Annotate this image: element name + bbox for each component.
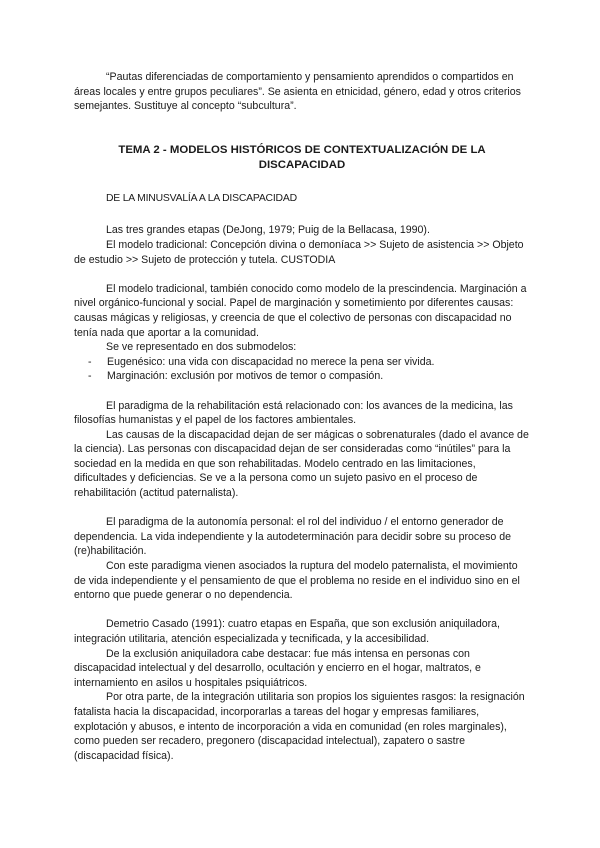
bullet-marker: - (88, 370, 92, 383)
document-page (74, 70, 530, 763)
quote-paragraph: “Pautas diferenciadas de comportamiento y pensamiento aprendidos o compartidos en áreas locales y entre grupos peculiares”. Se asienta en etnicidad, género, edad y otros criterios semejantes. Sustituye al concepto “subcultura”. (74, 71, 521, 113)
section-heading: TEMA 2 - MODELOS HISTÓRICOS DE CONTEXTUALIZACIÓN DE LA DISCAPACIDAD (118, 143, 486, 172)
paragraph-casado: Demetrio Casado (1991): cuatro etapas en España, que son exclusión aniquiladora, integración utilitaria, atención especializada y tecnificada, y la accesibilidad. (74, 618, 500, 645)
list-item (74, 355, 530, 370)
paragraph-etapas: Las tres grandes etapas (DeJong, 1979; Puig de la Bellacasa, 1990). (106, 224, 430, 237)
bullet-marker: - (88, 355, 92, 368)
paragraph-rehabilitacion-2: Las causas de la discapacidad dejan de ser mágicas o sobrenaturales (dado el avance de la ciencia). Las personas con discapacidad dejan de ser consideradas como “inútiles” para la sociedad en la medida en que son rehabilitadas. Modelo centrado en las limitaciones, dificultades y deficiencias. Se ve a la persona como un sujeto pasivo en el proceso de rehabilitación (actitud paternalista). (74, 428, 529, 500)
paragraph-autonomia-1: El paradigma de la autonomía personal: el rol del individuo / el entorno generador de dependencia. La vida independiente y la autodeterminación para decidir sobre su proceso de (re)habilitación. (74, 516, 511, 558)
paragraph-modelo-tradicional: El modelo tradicional: Concepción divina o demoníaca >> Sujeto de asistencia >> Objeto de estudio >> Sujeto de protección y tutela. CUSTODIA (74, 238, 524, 266)
paragraph-integracion: Por otra parte, de la integración utilitaria son propios los siguientes rasgos: la resignación fatalista hacia la discapacidad, incorporarlas a tareas del hogar y empresas familiares, explotación y abusos, e intento de incorporación a vida en comunidad (en roles marginales), como pueden ser recadero, pregonero (discapacidad intelectual), zapatero o sastre (discapacidad física). (74, 691, 525, 762)
paragraph-submodelos: Se ve representado en dos submodelos: (106, 341, 297, 354)
list-item (74, 369, 530, 384)
paragraph-rehabilitacion-1: El paradigma de la rehabilitación está relacionado con: los avances de la medicina, las filosofías humanistas y el papel de los factores ambientales. (74, 399, 513, 427)
paragraph-prescindencia: El modelo tradicional, también conocido como modelo de la prescindencia. Marginación a nivel orgánico-funcional y social. Papel de marginación y sometimiento por diferentes causas: causas mágicas y religiosas, y creencia de que el colectivo de personas con discapacidad no tenía nada que aportar a la comunidad. (74, 282, 527, 339)
list-item-text: Eugenésico: una vida con discapacidad no merece la pena ser vivida. (107, 355, 435, 368)
paragraph-autonomia-2: Con este paradigma vienen asociados la ruptura del modelo paternalista, el movimiento de vida independiente y el pensamiento de que el problema no reside en el individuo sino en el entorno que puede generar o no dependencia. (74, 560, 520, 602)
list-item-text: Marginación: exclusión por motivos de temor o compasión. (107, 370, 384, 383)
submodel-list (74, 355, 530, 384)
section-subheading: DE LA MINUSVALÍA A LA DISCAPACIDAD (106, 192, 297, 204)
paragraph-exclusion: De la exclusión aniquiladora cabe destacar: fue más intensa en personas con discapacidad intelectual y del desarrollo, ocultación y encierro en el hogar, maltratos, e internamiento en asilos u hospitales psiquiátricos. (74, 647, 481, 689)
